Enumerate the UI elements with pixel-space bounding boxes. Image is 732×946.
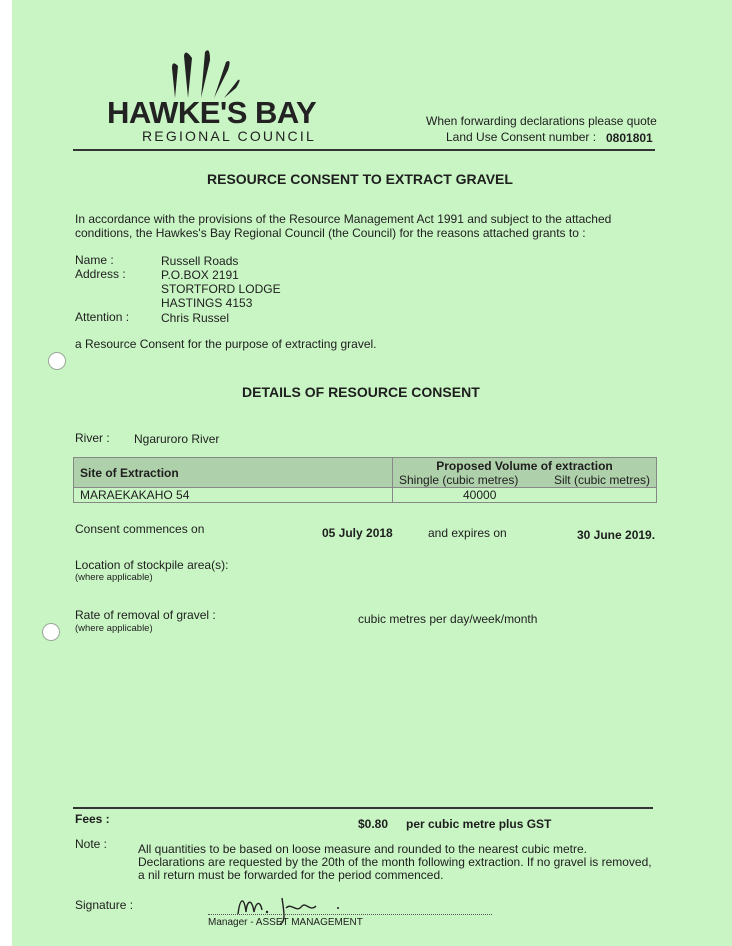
document-page bbox=[12, 0, 732, 946]
address-line-3: HASTINGS 4153 bbox=[161, 296, 253, 310]
quote-line-1: When forwarding declarations please quote bbox=[426, 114, 657, 128]
intro-line-1: In accordance with the provisions of the Resource Management Act 1991 and subject to the attached bbox=[75, 212, 612, 226]
note-line-1: All quantities to be based on loose measure and rounded to the nearest cubic metre. bbox=[138, 842, 587, 856]
silt-header: Silt (cubic metres) bbox=[553, 472, 650, 487]
address-line-1: P.O.BOX 2191 bbox=[161, 268, 239, 282]
river-value: Ngaruroro River bbox=[134, 432, 220, 446]
logo-title: HAWKE'S BAY bbox=[107, 95, 317, 130]
volume-cell: 40000 bbox=[393, 488, 657, 503]
details-title: DETAILS OF RESOURCE CONSENT bbox=[242, 384, 480, 400]
quote-line-2: Land Use Consent number : bbox=[446, 130, 597, 144]
removal-units: cubic metres per day/week/month bbox=[358, 612, 538, 626]
site-cell: MARAEKAKAHO 54 bbox=[74, 488, 393, 503]
note-label: Note : bbox=[75, 837, 108, 851]
removal-label: Rate of removal of gravel : bbox=[75, 608, 216, 622]
address-line-2: STORTFORD LODGE bbox=[161, 282, 281, 296]
site-header-label: Site of Extraction bbox=[80, 465, 179, 480]
header-divider bbox=[73, 149, 655, 151]
fees-label: Fees : bbox=[75, 812, 110, 826]
note-line-2: Declarations are requested by the 20th of the month following extraction. If no gravel is removed, bbox=[138, 855, 652, 869]
consent-number: 0801801 bbox=[606, 131, 653, 145]
address-label: Address : bbox=[75, 267, 126, 281]
document-title: RESOURCE CONSENT TO EXTRACT GRAVEL bbox=[207, 171, 513, 187]
end-date: 30 June 2019. bbox=[577, 528, 656, 542]
river-label: River : bbox=[75, 431, 110, 445]
extraction-table bbox=[73, 457, 657, 503]
signatory-role: Manager - ASSET MANAGEMENT bbox=[208, 917, 363, 928]
volume-header-label: Proposed Volume of extraction bbox=[436, 458, 613, 473]
logo-subtitle: REGIONAL COUNCIL bbox=[142, 128, 316, 144]
site-header bbox=[74, 458, 393, 488]
stockpile-label: Location of stockpile area(s): bbox=[75, 558, 229, 572]
fees-description: per cubic metre plus GST bbox=[406, 817, 552, 831]
punch-hole-bottom bbox=[42, 623, 60, 641]
fees-divider bbox=[73, 807, 653, 809]
table-header-row bbox=[74, 458, 657, 488]
volume-header bbox=[393, 458, 657, 488]
council-logo-icon bbox=[170, 48, 240, 100]
removal-note: (where applicable) bbox=[75, 623, 153, 634]
name-label: Name : bbox=[75, 253, 114, 267]
expires-label: and expires on bbox=[428, 526, 507, 540]
fees-amount: $0.80 bbox=[358, 817, 389, 831]
signature-line bbox=[208, 914, 492, 915]
start-date: 05 July 2018 bbox=[322, 526, 393, 540]
attention-name: Chris Russel bbox=[161, 311, 230, 325]
purpose-text: a Resource Consent for the purpose of extracting gravel. bbox=[75, 337, 377, 351]
signature-label: Signature : bbox=[75, 898, 134, 912]
shingle-header: Shingle (cubic metres) bbox=[399, 472, 519, 487]
note-line-3: a nil return must be forwarded for the period commenced. bbox=[138, 868, 444, 882]
attention-label: Attention : bbox=[75, 310, 130, 324]
commences-label: Consent commences on bbox=[75, 522, 205, 536]
stockpile-note: (where applicable) bbox=[75, 572, 153, 583]
punch-hole-top bbox=[48, 352, 66, 370]
table-row bbox=[74, 488, 657, 503]
grantee-name: Russell Roads bbox=[161, 254, 239, 268]
volume-subheaders bbox=[399, 473, 650, 487]
intro-line-2: conditions, the Hawkes's Bay Regional Council (the Council) for the reasons attached grants to : bbox=[75, 226, 586, 240]
